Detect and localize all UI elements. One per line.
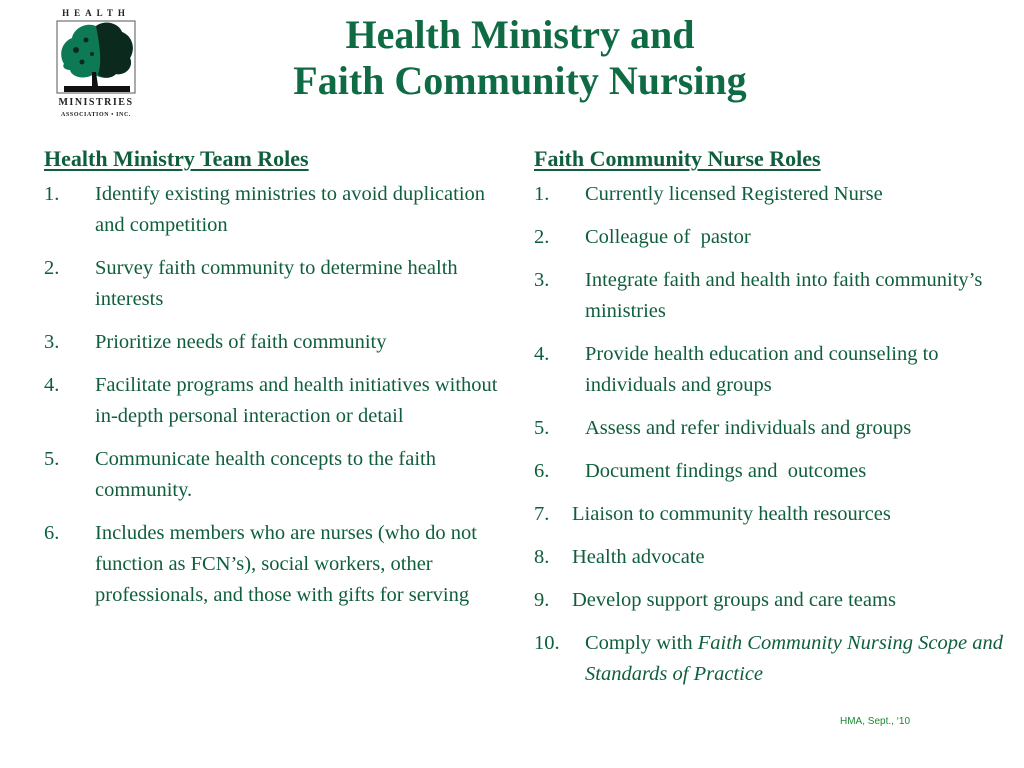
list-item — [44, 370, 504, 432]
item-text: Currently licensed Registered Nurse — [585, 183, 883, 205]
logo-sub-text: ASSOCIATION • INC. — [61, 112, 131, 118]
list-item — [534, 499, 1014, 530]
item-text — [585, 628, 1014, 690]
item-text: Prioritize needs of faith community — [95, 331, 387, 353]
item-text: Liaison to community health resources — [572, 503, 891, 525]
list-item — [534, 628, 1014, 690]
item-text: Identify existing ministries to avoid duplication and competition — [95, 183, 486, 236]
item-text-plain: Comply with — [585, 632, 698, 654]
item-text: Assess and refer individuals and groups — [585, 417, 912, 439]
title-line-2: Faith Community Nursing — [293, 58, 747, 103]
item-number: 1. — [44, 183, 60, 205]
item-number: 3. — [534, 269, 550, 291]
item-number: 4. — [44, 374, 60, 396]
list-item — [534, 265, 1014, 327]
team-roles-list — [44, 179, 504, 611]
item-text: Develop support groups and care teams — [572, 589, 896, 611]
item-number: 6. — [534, 460, 550, 482]
item-text: Integrate faith and health into faith community’s ministries — [585, 269, 983, 322]
list-item — [44, 518, 504, 611]
list-item — [534, 179, 1014, 210]
page-title — [180, 12, 860, 104]
list-item — [534, 542, 1014, 573]
logo-bottom-text: MINISTRIES — [58, 97, 134, 108]
health-ministry-team-roles-section — [44, 144, 504, 623]
item-text: Communicate health concepts to the faith community. — [95, 448, 436, 501]
logo-top-text: HEALTH — [62, 8, 130, 18]
item-number: 2. — [534, 226, 550, 248]
item-number: 8. — [534, 546, 550, 568]
item-number: 10. — [534, 632, 560, 654]
left-column-heading: Health Ministry Team Roles — [44, 146, 309, 171]
item-number: 6. — [44, 522, 60, 544]
list-item — [534, 456, 1014, 487]
faith-community-nurse-roles-section — [534, 144, 1014, 702]
tree-icon — [52, 6, 140, 122]
item-number: 2. — [44, 257, 60, 279]
item-number: 3. — [44, 331, 60, 353]
item-number: 7. — [534, 503, 550, 525]
list-item — [534, 585, 1014, 616]
list-item — [44, 444, 504, 506]
list-item — [534, 339, 1014, 401]
item-text: Includes members who are nurses (who do not function as FCN’s), social workers, other professionals, and those with gifts for serving — [95, 522, 478, 606]
item-text: Survey faith community to determine health interests — [95, 257, 458, 310]
right-column-heading: Faith Community Nurse Roles — [534, 146, 821, 171]
list-item — [44, 327, 504, 358]
list-item — [534, 413, 1014, 444]
footer-credit: HMA, Sept., ‘10 — [840, 716, 911, 727]
item-text: Document findings and outcomes — [585, 460, 867, 482]
item-text: Provide health education and counseling to individuals and groups — [585, 343, 939, 396]
item-text: Colleague of pastor — [585, 226, 751, 248]
health-ministries-association-logo — [52, 6, 140, 122]
list-item — [534, 222, 1014, 253]
nurse-roles-list — [534, 179, 1014, 690]
item-number: 9. — [534, 589, 550, 611]
item-number: 4. — [534, 343, 550, 365]
item-number: 5. — [44, 448, 60, 470]
publication-title: Faith Community Nursing Scope and Standards of Practice — [585, 632, 1003, 685]
item-text: Facilitate programs and health initiatives without in-depth personal interaction or detail — [95, 374, 498, 427]
item-number: 5. — [534, 417, 550, 439]
title-line-1: Health Ministry and — [345, 12, 695, 57]
item-number: 1. — [534, 183, 550, 205]
list-item — [44, 179, 504, 241]
list-item — [44, 253, 504, 315]
item-text: Health advocate — [572, 546, 705, 568]
